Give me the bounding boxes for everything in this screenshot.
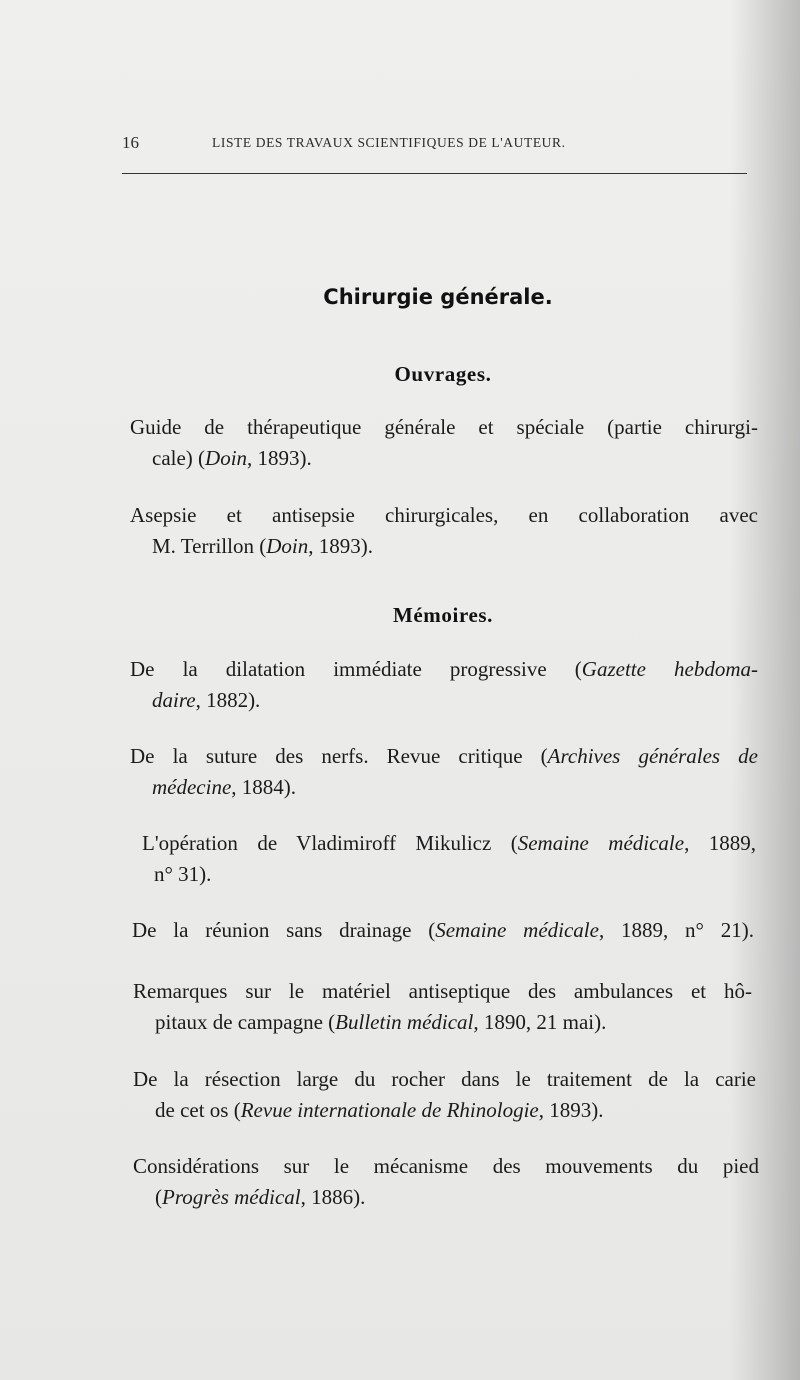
- entry-line: De la suture des nerfs. Revue critique (Archives générales de: [130, 744, 759, 768]
- page-number: 16: [122, 133, 139, 152]
- running-head: [122, 133, 667, 153]
- subsection-heading-memoires: Mémoires.: [392, 603, 494, 627]
- bibliography-entry: [142, 828, 756, 890]
- entry-line: L'opération de Vladimiroff Mikulicz (Semaine médicale, 1889,: [142, 831, 757, 855]
- bibliography-entry: [130, 654, 758, 716]
- entry-line: Guide de thérapeutique générale et spéciale (partie chirurgi-: [130, 415, 758, 439]
- bibliography-entry: [133, 976, 752, 1038]
- bibliography-entry: [130, 412, 758, 474]
- entry-line: de cet os (Revue internationale de Rhinologie, 1893).: [155, 1098, 604, 1122]
- header-rule: [122, 173, 747, 174]
- entry-line: De la réunion sans drainage (Semaine médicale, 1889, n° 21).: [132, 918, 754, 942]
- bibliography-entry: [133, 1151, 759, 1213]
- subsection-heading-ouvrages: Ouvrages.: [394, 362, 492, 386]
- entry-line: daire, 1882).: [152, 688, 261, 712]
- entry-line: Considérations sur le mécanisme des mouvements du pied: [133, 1154, 759, 1178]
- entry-line: n° 31).: [154, 862, 212, 886]
- bibliography-entry: [130, 741, 758, 803]
- entry-line: M. Terrillon (Doin, 1893).: [152, 534, 373, 558]
- bibliography-entry: [133, 1064, 756, 1126]
- bibliography-entry: [130, 500, 758, 562]
- bibliography-entry: [132, 915, 754, 946]
- entry-line: Asepsie et antisepsie chirurgicales, en collaboration avec: [130, 503, 758, 527]
- entry-line: pitaux de campagne (Bulletin médical, 1890, 21 mai).: [155, 1010, 607, 1034]
- entry-line: (Progrès médical, 1886).: [155, 1185, 366, 1209]
- entry-line: cale) (Doin, 1893).: [152, 446, 312, 470]
- section-title: Chirurgie générale.: [323, 285, 553, 309]
- entry-line: médecine, 1884).: [152, 775, 297, 799]
- entry-line: Remarques sur le matériel antiseptique des ambulances et hô-: [133, 979, 752, 1003]
- entry-line: De la résection large du rocher dans le traitement de la carie: [133, 1067, 756, 1091]
- entry-line: De la dilatation immédiate progressive (Gazette hebdoma-: [130, 657, 758, 681]
- running-title: LISTE DES TRAVAUX SCIENTIFIQUES DE L'AUTEUR.: [212, 135, 566, 150]
